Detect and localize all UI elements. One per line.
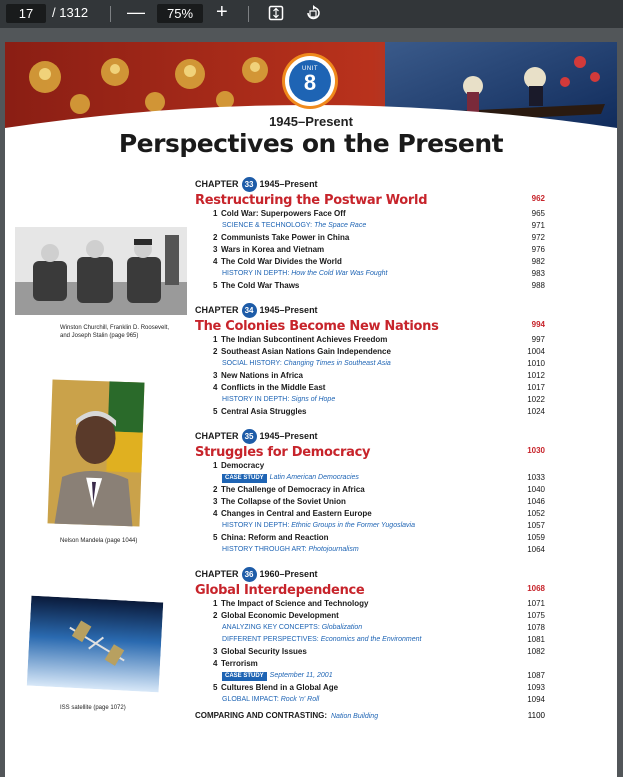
mandela-caption: Nelson Mandela (page 1044)	[60, 538, 138, 544]
chapter-range: 1945–Present	[259, 431, 318, 441]
section-title: Wars in Korea and Vietnam	[221, 245, 325, 254]
toc-page-number: 1087	[527, 671, 545, 680]
toc-feature-row[interactable]	[195, 622, 545, 634]
feature-label: HISTORY IN DEPTH:	[222, 522, 290, 529]
feature-title: The Space Race	[314, 222, 367, 229]
section-title: Cultures Blend in a Global Age	[221, 683, 339, 692]
chapter-title: Global Interdependence	[195, 583, 365, 598]
feature-label: ANALYZING KEY CONCEPTS:	[222, 624, 320, 631]
rotate-icon[interactable]	[304, 4, 322, 22]
section-title: New Nations in Africa	[221, 371, 303, 380]
toc-page-number: 1024	[527, 407, 545, 416]
toc-section-row[interactable]	[195, 508, 545, 520]
toc-page-number: 1040	[527, 485, 545, 494]
case-study-title: Latin American Democracies	[269, 474, 359, 481]
section-title: Communists Take Power in China	[221, 233, 350, 242]
unit-title: Perspectives on the Present	[118, 129, 504, 158]
case-study-tag: CASE STUDY	[222, 672, 267, 681]
chapter-heading	[195, 303, 545, 317]
iss-caption: ISS satellite (page 1072)	[60, 705, 126, 711]
section-title: The Challenge of Democracy in Africa	[221, 485, 365, 494]
chapter-title-row[interactable]	[195, 191, 545, 208]
section-number: 4	[213, 659, 218, 668]
section-number: 1	[213, 461, 218, 470]
feature-label: SCIENCE & TECHNOLOGY:	[222, 222, 313, 229]
feature-label: HISTORY IN DEPTH:	[222, 396, 290, 403]
toc-section-row[interactable]	[195, 232, 545, 244]
toc-page-number: 1022	[527, 395, 545, 404]
chapter-title-row[interactable]	[195, 581, 545, 598]
chapter-heading	[195, 177, 545, 191]
compare-label: COMPARING AND CONTRASTING:	[195, 711, 327, 720]
toc-section-row[interactable]	[195, 346, 545, 358]
feature-title: Globalization	[321, 624, 363, 631]
toc-section-row[interactable]	[195, 496, 545, 508]
toc-page-number: 1004	[527, 347, 545, 356]
section-number: 1	[213, 209, 218, 218]
toc-page-number: 1052	[527, 509, 545, 518]
unit-date-range: 1945–Present	[269, 114, 353, 129]
toc-page-number: 982	[531, 257, 545, 266]
toc-feature-row[interactable]	[195, 694, 545, 706]
section-number: 4	[213, 257, 218, 266]
toc-feature-row[interactable]	[195, 520, 545, 532]
section-title: The Cold War Divides the World	[221, 257, 342, 266]
mandela-photo	[44, 376, 147, 529]
zoom-out-button[interactable]: —	[127, 2, 145, 22]
feature-title: Photojournalism	[308, 546, 359, 553]
feature-label: SOCIAL HISTORY:	[222, 360, 282, 367]
section-number: 1	[213, 335, 218, 344]
feature-title: Changing Times in Southeast Asia	[283, 360, 391, 367]
chapter-number-badge: 36	[242, 567, 257, 582]
feature-label: GLOBAL IMPACT:	[222, 696, 279, 703]
toc-case-study-row[interactable]	[195, 670, 545, 682]
compare-page: 1100	[527, 711, 545, 720]
feature-title: Economics and the Environment	[320, 636, 422, 643]
section-number: 2	[213, 347, 218, 356]
chapter-title: The Colonies Become New Nations	[195, 319, 439, 334]
chapter-block	[195, 567, 545, 706]
unit-label: UNIT	[302, 66, 318, 72]
pdf-toolbar	[0, 0, 623, 28]
section-title: China: Reform and Reaction	[221, 533, 329, 542]
chapter-block	[195, 303, 545, 418]
toc-page-number: 976	[531, 245, 545, 254]
chapter-page: 994	[531, 320, 545, 329]
section-title: The Indian Subcontinent Achieves Freedom	[221, 335, 388, 344]
chapter-page: 1030	[527, 446, 545, 455]
chapter-heading	[195, 567, 545, 581]
section-number: 5	[213, 533, 218, 542]
toc-page-number: 1064	[527, 545, 545, 554]
chapter-number-badge: 35	[242, 429, 257, 444]
document-page	[5, 42, 617, 777]
section-title: The Impact of Science and Technology	[221, 599, 369, 608]
toc-feature-row[interactable]	[195, 634, 545, 646]
chapter-prefix: CHAPTER	[195, 569, 239, 579]
toc-page-number: 1078	[527, 623, 545, 632]
toc-page-number: 1075	[527, 611, 545, 620]
section-title: Southeast Asian Nations Gain Independence	[221, 347, 391, 356]
chapter-page: 1068	[527, 584, 545, 593]
toc-section-row[interactable]	[195, 598, 545, 610]
zoom-in-button[interactable]: +	[216, 1, 228, 23]
page-number-input[interactable]: 17	[6, 4, 46, 23]
toc-section-row[interactable]	[195, 244, 545, 256]
chapter-number-badge: 34	[242, 303, 257, 318]
section-number: 3	[213, 497, 218, 506]
feature-label: HISTORY THROUGH ART:	[222, 546, 307, 553]
toc-page-number: 1059	[527, 533, 545, 542]
toc-page-number: 983	[531, 269, 545, 278]
unit-badge	[285, 56, 335, 106]
toolbar-divider	[110, 6, 111, 22]
toc-feature-row[interactable]	[195, 268, 545, 280]
toc-section-row[interactable]	[195, 532, 545, 544]
section-number: 4	[213, 383, 218, 392]
chapter-prefix: CHAPTER	[195, 431, 239, 441]
toc-page-number: 1033	[527, 473, 545, 482]
unit-number: 8	[303, 70, 317, 95]
section-title: Democracy	[221, 461, 265, 470]
chapter-range: 1945–Present	[259, 179, 318, 189]
toc-section-row[interactable]	[195, 406, 545, 418]
section-title: Global Economic Development	[221, 611, 339, 620]
chapter-block	[195, 429, 545, 556]
iss-photo	[27, 596, 164, 693]
toc-page-number: 1046	[527, 497, 545, 506]
toc-section-row[interactable]	[195, 256, 545, 268]
toc-section-row[interactable]	[195, 658, 545, 670]
toc-page-number: 1093	[527, 683, 545, 692]
case-study-title: September 11, 2001	[269, 672, 333, 679]
toc-page-number: 972	[531, 233, 545, 242]
section-number: 5	[213, 683, 218, 692]
feature-label: DIFFERENT PERSPECTIVES:	[222, 636, 319, 643]
section-title: Central Asia Struggles	[221, 407, 307, 416]
toc-page-number: 1081	[527, 635, 545, 644]
chapter-title-row[interactable]	[195, 317, 545, 334]
chapter-title: Restructuring the Postwar World	[195, 193, 428, 208]
toc-section-row[interactable]	[195, 646, 545, 658]
chapter-prefix: CHAPTER	[195, 305, 239, 315]
toc-feature-row[interactable]	[195, 220, 545, 232]
feature-title: Rock 'n' Roll	[280, 696, 320, 703]
section-title: The Collapse of the Soviet Union	[221, 497, 346, 506]
chapter-range: 1960–Present	[259, 569, 318, 579]
chapter-title: Struggles for Democracy	[195, 445, 371, 460]
toc-section-row[interactable]	[195, 208, 545, 220]
toc-section-row[interactable]	[195, 370, 545, 382]
toc-feature-row[interactable]	[195, 394, 545, 406]
section-number: 5	[213, 281, 218, 290]
toc-page-number: 1010	[527, 359, 545, 368]
toc-section-row[interactable]	[195, 280, 545, 292]
section-title: The Cold War Thaws	[221, 281, 300, 290]
section-number: 4	[213, 509, 218, 518]
feature-label: HISTORY IN DEPTH:	[222, 270, 290, 277]
case-study-tag: CASE STUDY	[222, 474, 267, 483]
toc-page-number: 1094	[527, 695, 545, 704]
toc-section-row[interactable]	[195, 682, 545, 694]
section-number: 3	[213, 245, 218, 254]
chapter-block	[195, 177, 545, 292]
chapter-prefix: CHAPTER	[195, 179, 239, 189]
toc-feature-row[interactable]	[195, 358, 545, 370]
fit-page-icon[interactable]	[268, 5, 284, 21]
toc-section-row[interactable]	[195, 484, 545, 496]
toc-page-number: 1012	[527, 371, 545, 380]
section-number: 2	[213, 485, 218, 494]
section-title: Terrorism	[221, 659, 258, 668]
toc-section-row[interactable]	[195, 610, 545, 622]
toc-section-row[interactable]	[195, 460, 545, 472]
section-title: Changes in Central and Eastern Europe	[221, 509, 372, 518]
feature-title: Ethnic Groups in the Former Yugoslavia	[291, 522, 415, 529]
section-number: 2	[213, 611, 218, 620]
yalta-photo	[15, 227, 187, 315]
toc-feature-row[interactable]	[195, 544, 545, 556]
toc-section-row[interactable]	[195, 382, 545, 394]
toolbar-divider	[248, 6, 249, 22]
chapter-range: 1945–Present	[259, 305, 318, 315]
section-title: Global Security Issues	[221, 647, 307, 656]
toc-page-number: 997	[531, 335, 545, 344]
toc-page-number: 1082	[527, 647, 545, 656]
page-total: / 1312	[52, 5, 89, 20]
toc-page-number: 988	[531, 281, 545, 290]
toc-page-number: 1017	[527, 383, 545, 392]
section-title: Conflicts in the Middle East	[221, 383, 326, 392]
compare-contrast-row[interactable]	[195, 710, 545, 722]
chapter-heading	[195, 429, 545, 443]
section-number: 1	[213, 599, 218, 608]
toc-section-row[interactable]	[195, 334, 545, 346]
section-number: 3	[213, 647, 218, 656]
chapter-number-badge: 33	[242, 177, 257, 192]
chapter-page: 962	[531, 194, 545, 203]
feature-title: How the Cold War Was Fought	[291, 270, 388, 277]
section-number: 3	[213, 371, 218, 380]
feature-title: Signs of Hope	[291, 396, 336, 403]
toc-page-number: 971	[531, 221, 545, 230]
section-number: 2	[213, 233, 218, 242]
chapter-title-row[interactable]	[195, 443, 545, 460]
toc-case-study-row[interactable]	[195, 472, 545, 484]
yalta-caption: Winston Churchill, Franklin D. Roosevelt, and Joseph Stalin (page 965)	[60, 325, 170, 339]
section-title: Cold War: Superpowers Face Off	[221, 209, 346, 218]
toc-page-number: 1057	[527, 521, 545, 530]
toc-page-number: 1071	[527, 599, 545, 608]
compare-subtitle: Nation Building	[331, 713, 379, 720]
section-number: 5	[213, 407, 218, 416]
zoom-level-input[interactable]: 75%	[157, 4, 203, 23]
toc-page-number: 965	[531, 209, 545, 218]
